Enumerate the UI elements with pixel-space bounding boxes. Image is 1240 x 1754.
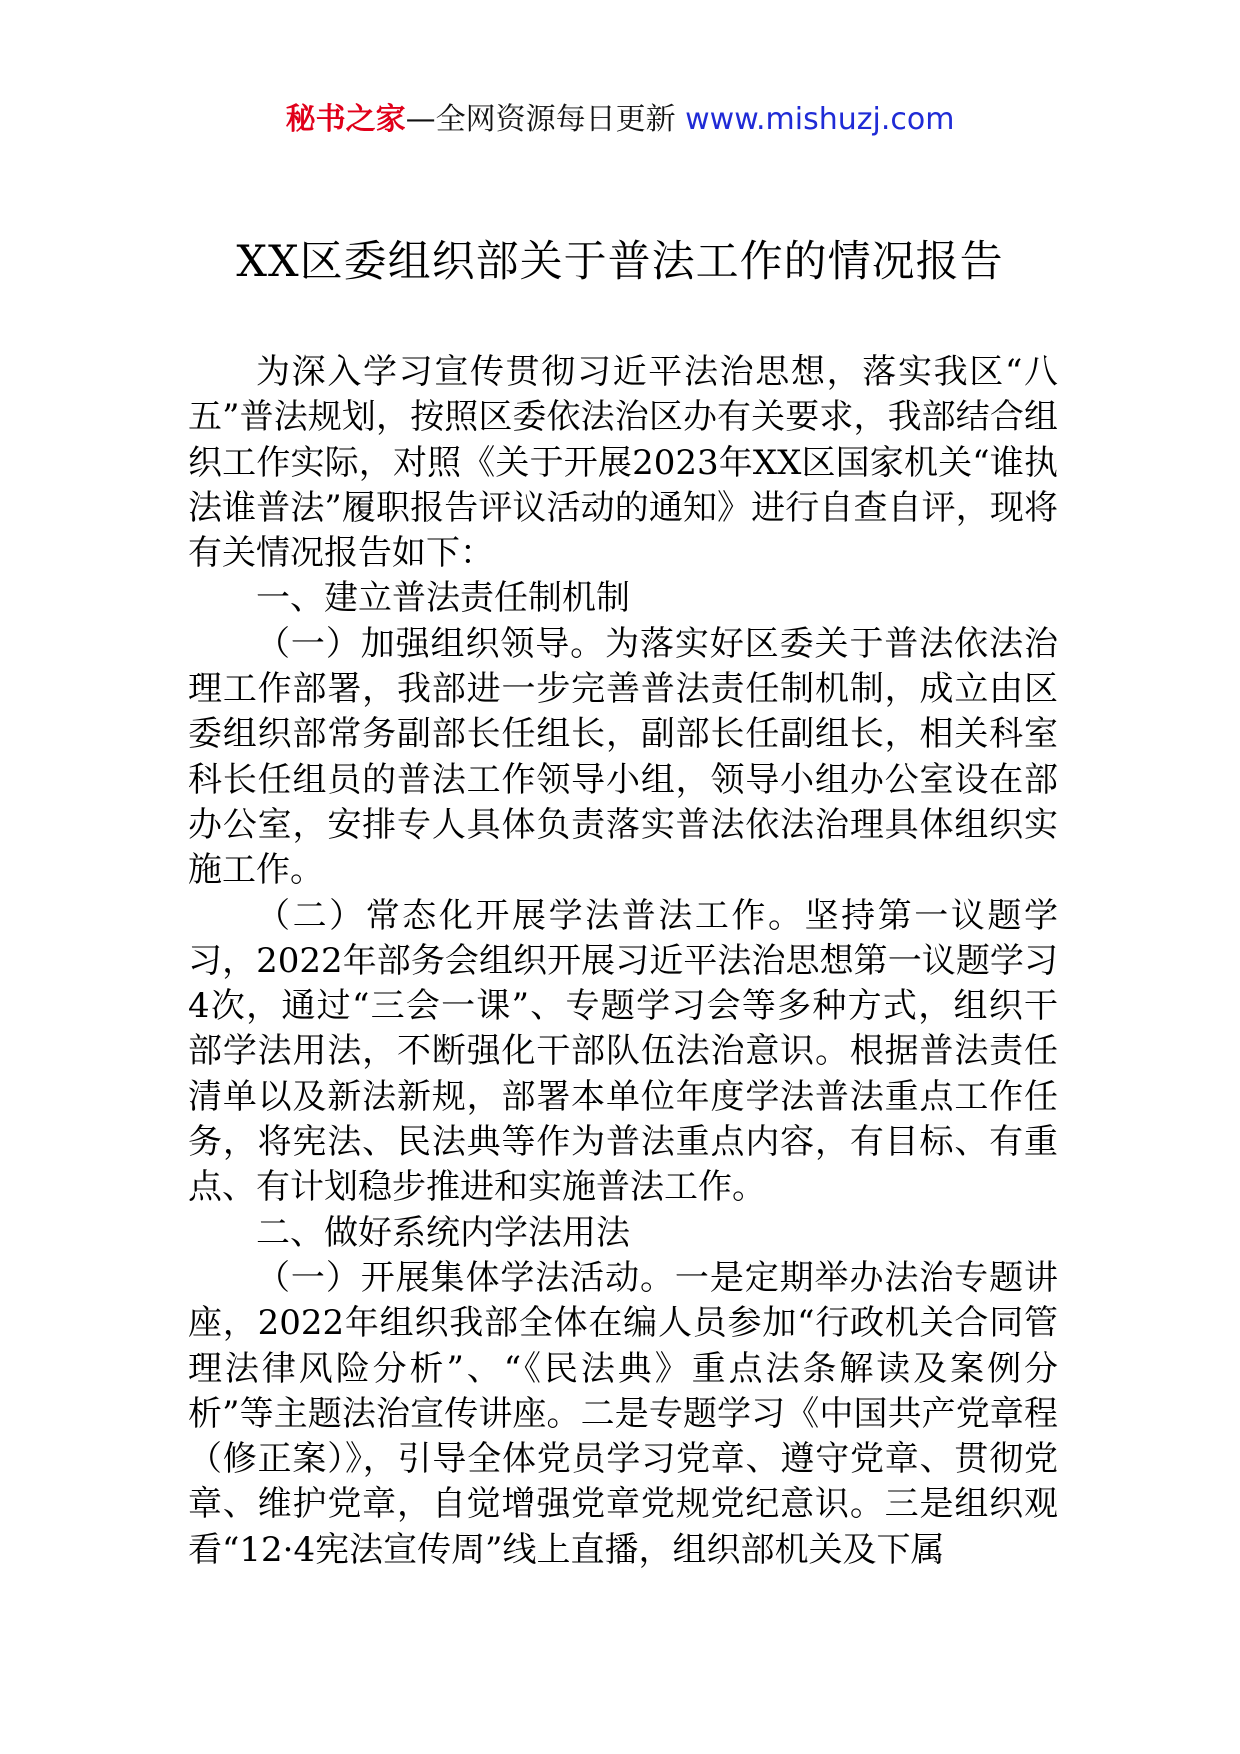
section-heading-2: 二、做好系统内学法用法 [256,1212,630,1253]
site-header [0,100,1240,140]
document-body [188,350,1058,1573]
document-title: XX区委组织部关于普法工作的情况报告 [236,237,1004,287]
body-paragraph: （二）常态化开展学法普法工作。坚持第一议题学习，2022年部务会组织开展习近平法治思想第一议题学习4次，通过“三会一课”、专题学习会等多种方式，组织干部学法用法，不断强化干部队伍法治意识。根据普法责任清单以及新法新规，部署本单位年度学法普法重点工作任务，将宪法、民法典等作为普法重点内容，有目标、有重点、有计划稳步推进和实施普法工作。 [188,895,1058,1208]
section-heading-1: 一、建立普法责任制机制 [256,578,630,619]
site-tagline: —全网资源每日更新 [405,102,676,137]
body-paragraph: （一）加强组织领导。为落实好区委关于普法依法治理工作部署，我部进一步完善普法责任制机制，成立由区委组织部常务副部长任组长，副部长任副组长，相关科室科长任组员的普法工作领导小组，领导小组办公室设在部办公室，安排专人具体负责落实普法依法治理具体组织实施工作。 [188,623,1058,891]
site-brand: 秘书之家 [285,102,406,137]
body-paragraph: （一）开展集体学法活动。一是定期举办法治专题讲座，2022年组织我部全体在编人员参加“行政机关合同管理法律风险分析”、“《民法典》重点法条解读及案例分析”等主题法治宣传讲座。二是专题学习《中国共产党章程（修正案）》，引导全体党员学习党章、遵守党章、贯彻党章、维护党章，自觉增强党章党规党纪意识。三是组织观看“12·4宪法宣传周”线上直播，组织部机关及下属 [188,1257,1058,1570]
site-url-link[interactable]: www.mishuzj.com [685,102,955,137]
intro-paragraph: 为深入学习宣传贯彻习近平法治思想，落实我区“八五”普法规划，按照区委依法治区办有关要求，我部结合组织工作实际，对照《关于开展2023年XX区国家机关“谁执法谁普法”履职报告评议活动的通知》进行自查自评，现将有关情况报告如下： [188,352,1058,574]
